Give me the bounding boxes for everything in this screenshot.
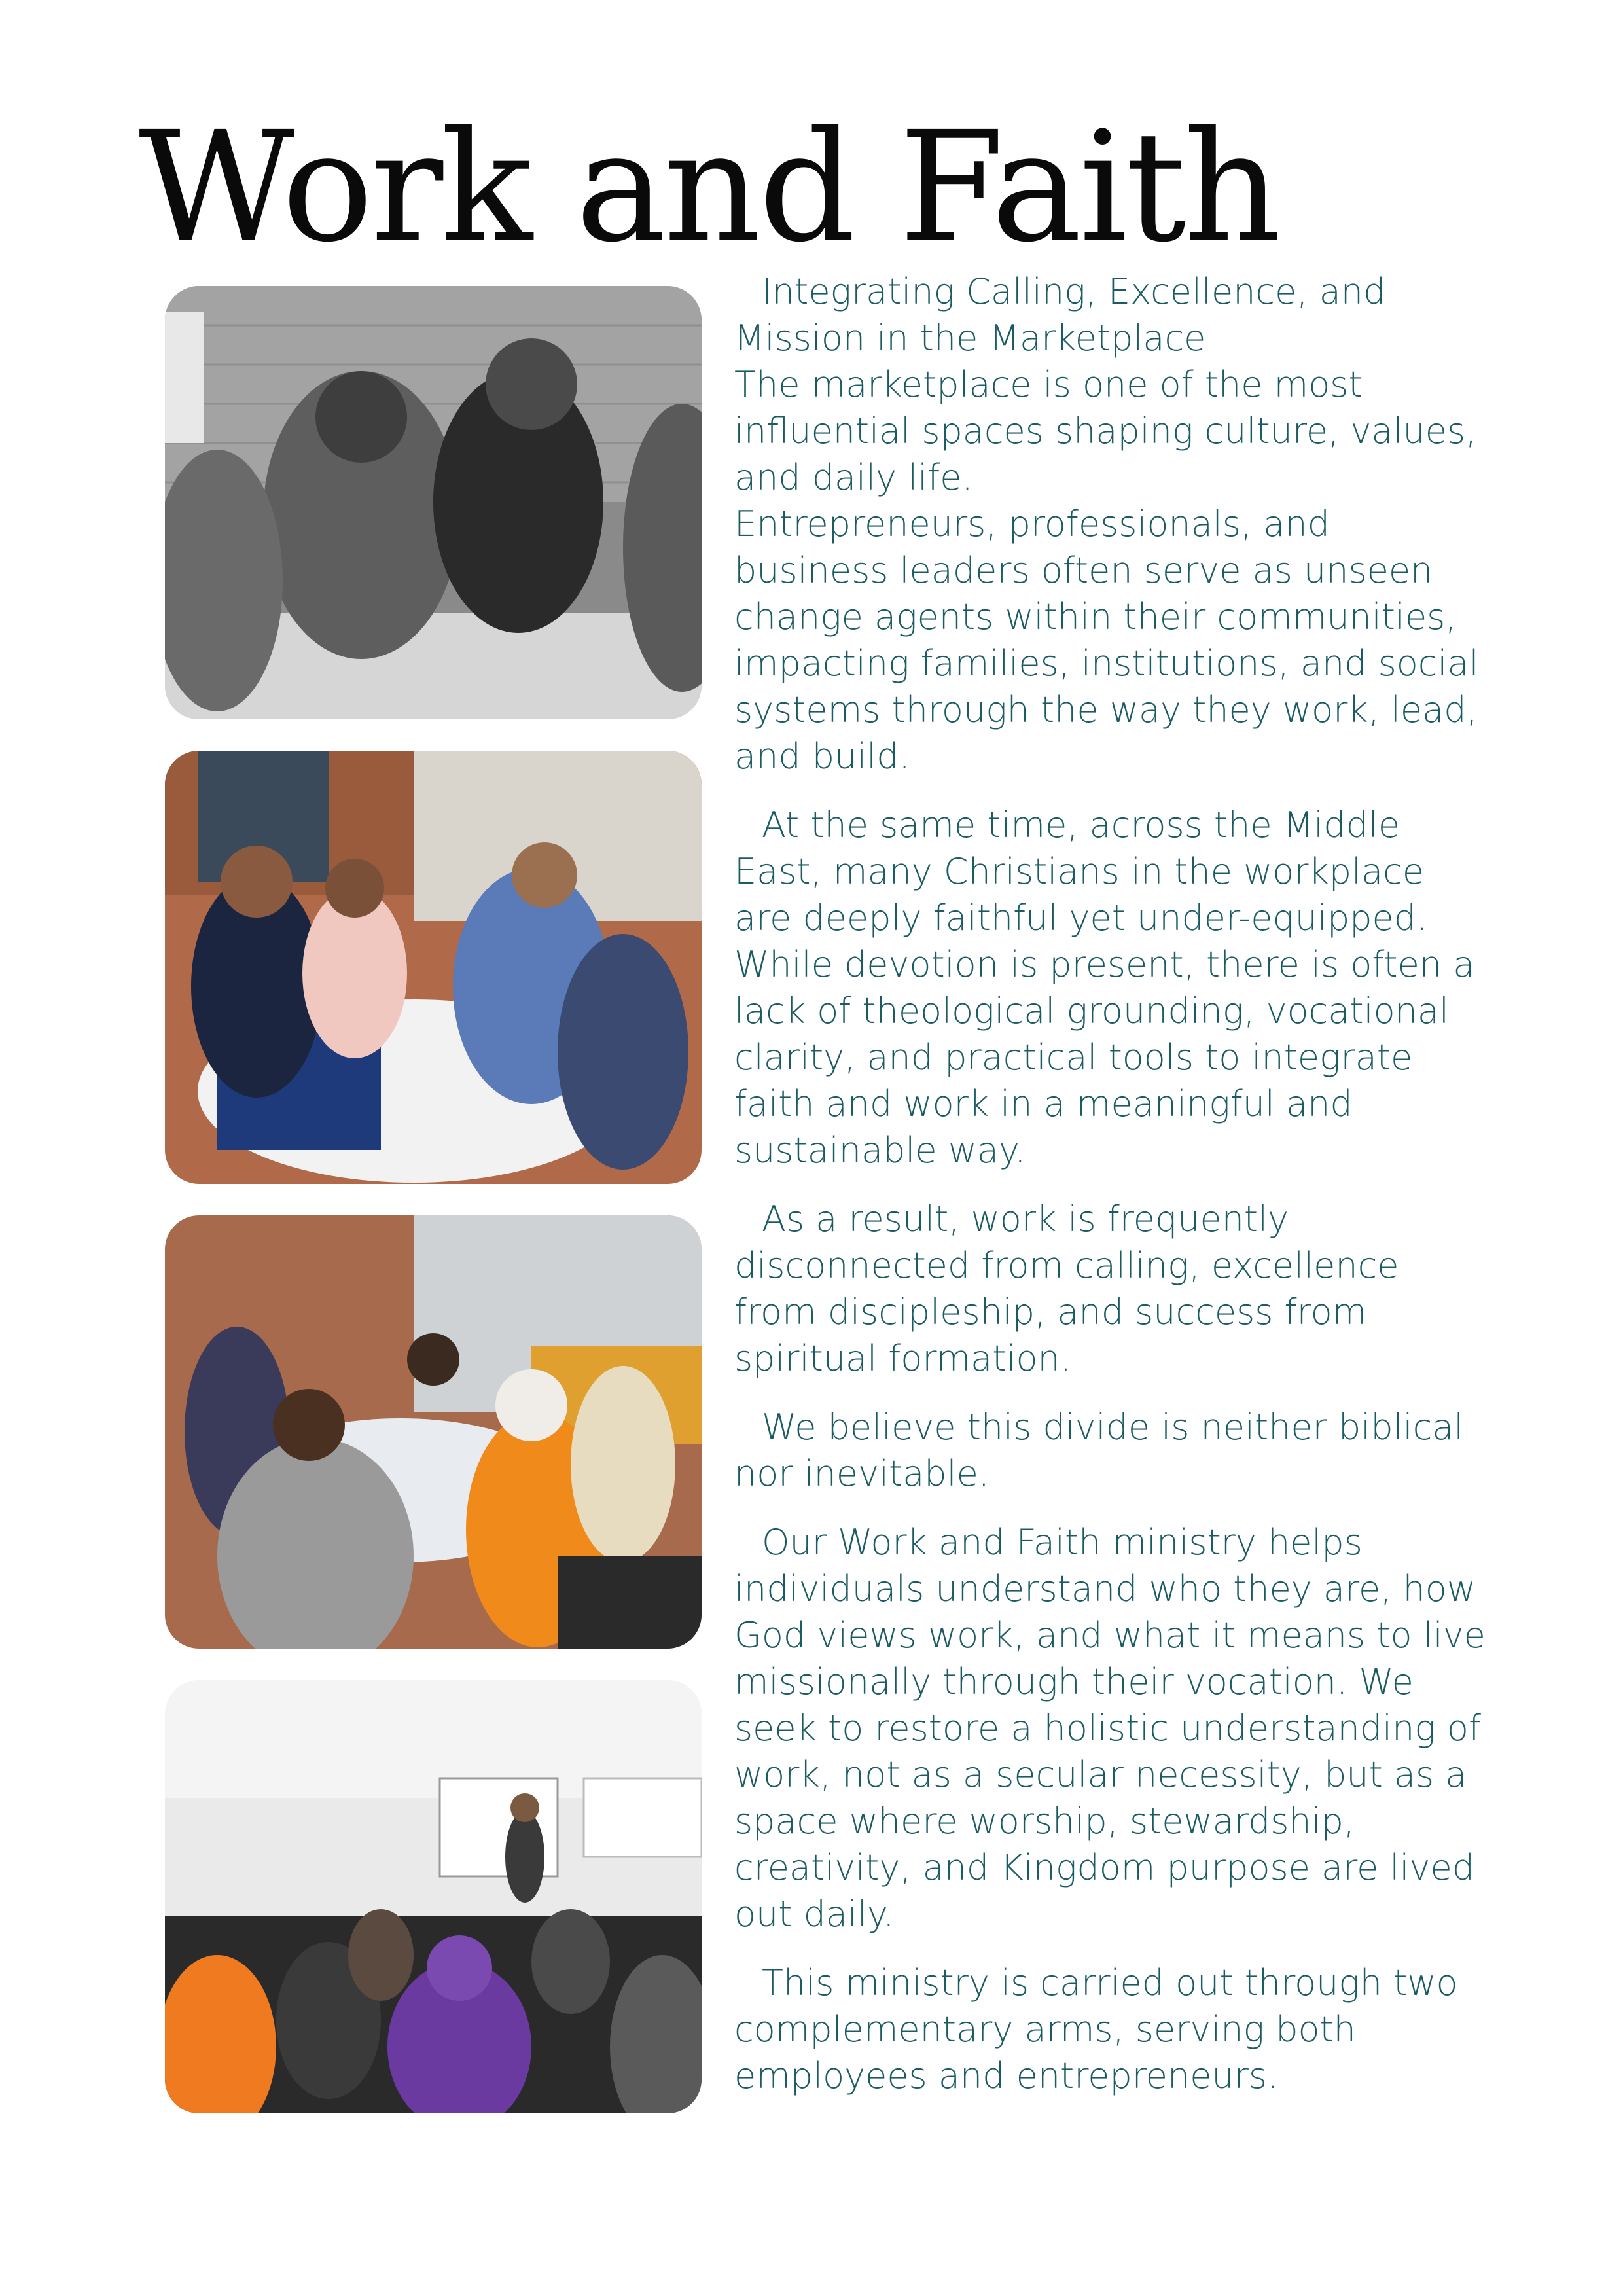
intro-sentence-2: Entrepreneurs, professionals, and business leaders often serve as unseen change agents within their communities, impacting families, institutions, and social systems through the way they work, lead, and build. (734, 503, 1479, 777)
subtitle-line-1: Integrating Calling, Excellence, and (762, 271, 1386, 312)
paragraph-intro (734, 268, 1487, 780)
workshop-photo-3 (165, 1215, 702, 1649)
paragraph-4 (734, 1404, 1487, 1497)
subtitle-line-2: Mission in the Marketplace (734, 317, 1206, 359)
paragraph-3 (734, 1196, 1487, 1382)
paragraph-2-text: At the same time, across the Middle East, many Christians in the workplace are deeply faithful yet under-equipped. While devotion is present, there is often a lack of theological grounding, vocational clarity, and practical tools to integrate faith and work in a meaningful and sustainable way. (734, 804, 1475, 1171)
paragraph-5 (734, 1519, 1487, 1937)
intro-sentence-1: The marketplace is one of the most influential spaces shaping culture, values, and daily life. (734, 364, 1477, 498)
workshop-photo-1 (165, 286, 702, 719)
paragraph-6 (734, 1960, 1487, 2099)
paragraph-6-text: This ministry is carried out through two complementary arms, serving both employees and entrepreneurs. (734, 1962, 1458, 2096)
paragraph-2 (734, 802, 1487, 1174)
workshop-photo-4 (165, 1680, 702, 2113)
paragraph-5-text: Our Work and Faith ministry helps individuals understand who they are, how God views work, and what it means to live missionally through their vocation. We seek to restore a holistic understanding of work, not as a secular necessity, but as a space where worship, stewardship, creativity, and Kingdom purpose are lived out daily. (734, 1522, 1486, 1935)
page-title: Work and Faith (139, 99, 1279, 276)
paragraph-3-text: As a result, work is frequently disconnected from calling, excellence from discipleship, and success from spiritual formation. (734, 1198, 1399, 1379)
body-text (734, 268, 1487, 2121)
workshop-photo-2 (165, 751, 702, 1184)
paragraph-4-text: We believe this divide is neither biblical nor inevitable. (734, 1407, 1464, 1494)
